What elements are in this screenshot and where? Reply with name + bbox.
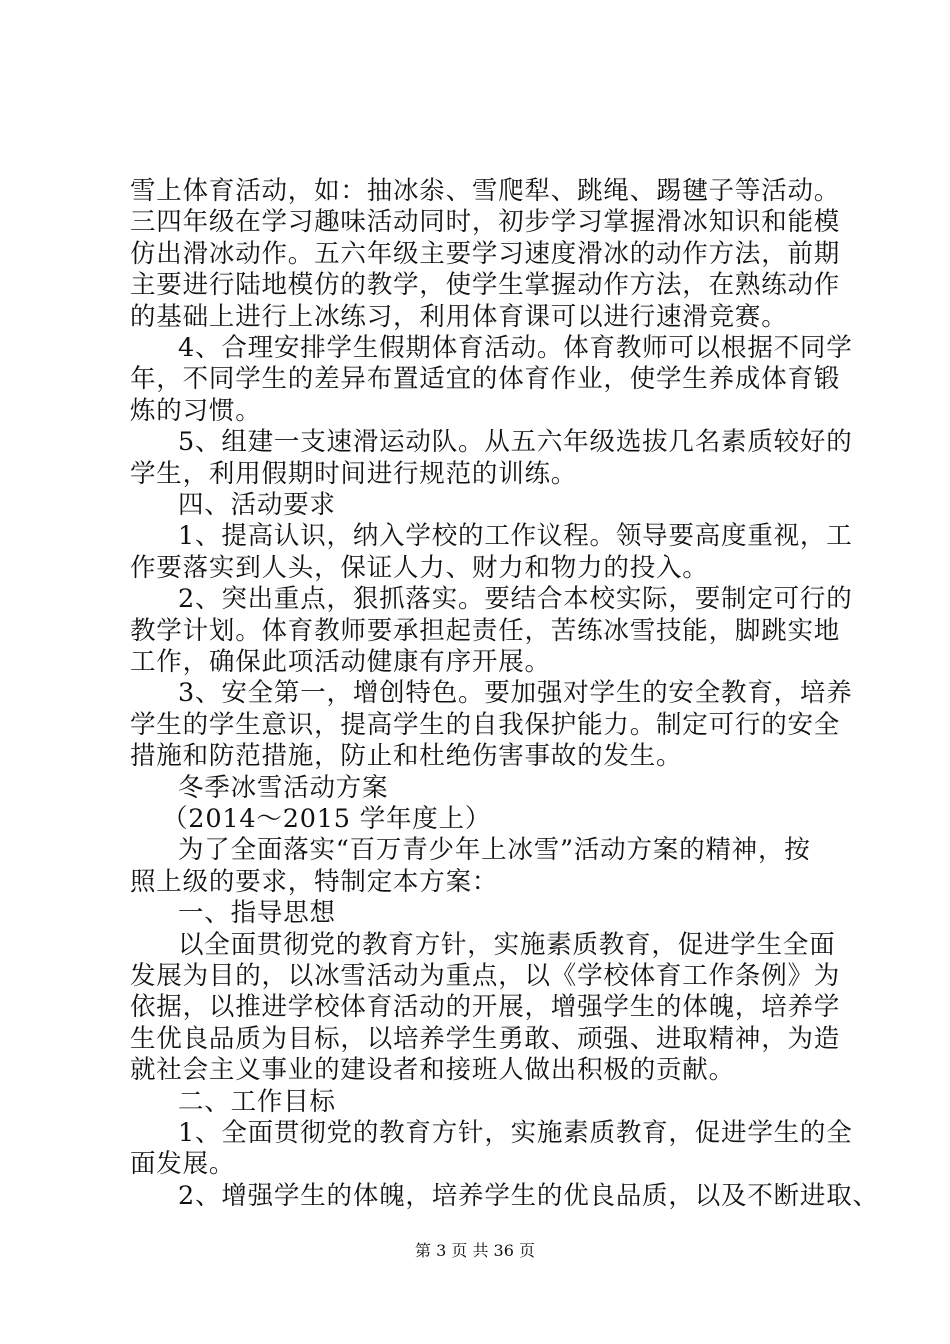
section-heading: 二、工作目标 — [178, 1087, 336, 1117]
paragraph-line: 1、提高认识，纳入学校的工作议程。领导要高度重视，工 — [178, 521, 853, 551]
paragraph-line: 炼的习惯。 — [130, 396, 262, 426]
paragraph-line: 年，不同学生的差异布置适宜的体育作业，使学生养成体育锻 — [130, 364, 841, 394]
paragraph-line: 三四年级在学习趣味活动同时，初步学习掌握滑冰知识和能模 — [130, 207, 841, 237]
document-subtitle: （2014～2015 学年度上） — [162, 804, 492, 834]
paragraph-line: 1、全面贯彻党的教育方针，实施素质教育，促进学生的全 — [178, 1118, 853, 1148]
paragraph-line: 面发展。 — [130, 1149, 236, 1179]
paragraph-line: 2、突出重点，狠抓落实。要结合本校实际，要制定可行的 — [178, 584, 853, 614]
paragraph-line: 仿出滑冰动作。五六年级主要学习速度滑冰的动作方法，前期 — [130, 239, 841, 269]
paragraph-line: 就社会主义事业的建设者和接班人做出积极的贡献。 — [130, 1055, 735, 1085]
paragraph-line: 学生，利用假期时间进行规范的训练。 — [130, 459, 578, 489]
section-heading: 一、指导思想 — [178, 898, 336, 928]
paragraph-line: 主要进行陆地模仿的教学，使学生掌握动作方法，在熟练动作 — [130, 270, 841, 300]
paragraph-line: 生优良品质为目标，以培养学生勇敢、顽强、进取精神，为造 — [130, 1024, 841, 1054]
paragraph-line: 4、合理安排学生假期体育活动。体育教师可以根据不同学 — [178, 333, 853, 363]
paragraph-line: 作要落实到人头，保证人力、财力和物力的投入。 — [130, 553, 709, 583]
paragraph-line: 发展为目的，以冰雪活动为重点，以《学校体育工作条例》为 — [130, 961, 841, 991]
section-heading: 四、活动要求 — [178, 490, 336, 520]
page-number-footer: 第 3 页 共 36 页 — [415, 1241, 535, 1260]
paragraph-line: 5、组建一支速滑运动队。从五六年级选拔几名素质较好的 — [178, 427, 853, 457]
paragraph-line: 2、增强学生的体魄，培养学生的优良品质，以及不断进取、 — [178, 1181, 879, 1211]
paragraph-line: 3、安全第一，增创特色。要加强对学生的安全教育，培养 — [178, 678, 853, 708]
paragraph-line: 雪上体育活动，如：抽冰尜、雪爬犁、跳绳、踢毽子等活动。 — [130, 176, 841, 206]
document-title: 冬季冰雪活动方案 — [178, 773, 389, 803]
paragraph-line: 以全面贯彻党的教育方针，实施素质教育，促进学生全面 — [178, 930, 836, 960]
paragraph-line: 措施和防范措施，防止和杜绝伤害事故的发生。 — [130, 741, 683, 771]
paragraph-line: 教学计划。体育教师要承担起责任，苦练冰雪技能，脚跳实地 — [130, 616, 841, 646]
paragraph-line: 的基础上进行上冰练习，利用体育课可以进行速滑竞赛。 — [130, 302, 788, 332]
paragraph-line: 为了全面落实“百万青少年上冰雪”活动方案的精神，按 — [178, 835, 811, 865]
paragraph-line: 学生的学生意识，提高学生的自我保护能力。制定可行的安全 — [130, 710, 841, 740]
paragraph-line: 工作，确保此项活动健康有序开展。 — [130, 647, 551, 677]
paragraph-line: 依据，以推进学校体育活动的开展，增强学生的体魄，培养学 — [130, 992, 841, 1022]
paragraph-line: 照上级的要求，特制定本方案： — [130, 867, 499, 897]
